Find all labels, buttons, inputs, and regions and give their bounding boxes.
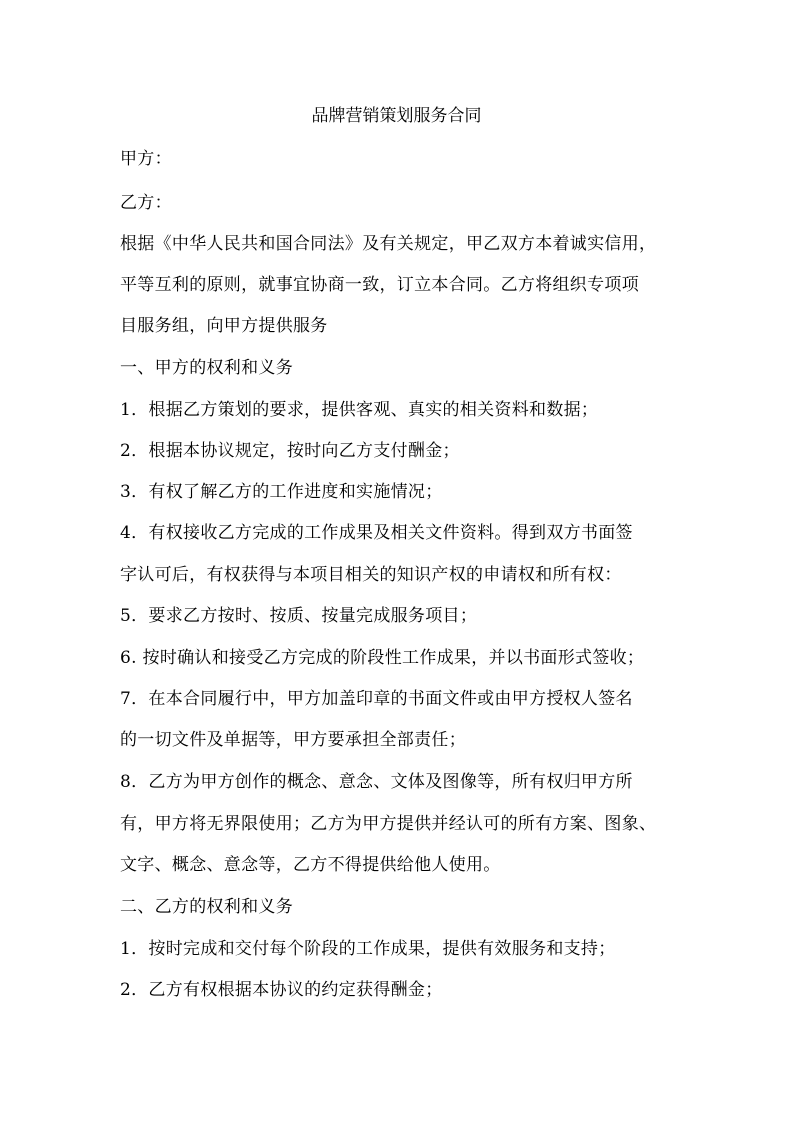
- clause-b-2: 2．乙方有权根据本协议的约定获得酬金；: [120, 980, 443, 1000]
- clause-b-1: 1．按时完成和交付每个阶段的工作成果，提供有效服务和支持；: [120, 939, 616, 959]
- clause-a-6: 6. 按时确认和接受乙方完成的阶段性工作成果，并以书面形式签收；: [120, 648, 645, 668]
- party-b-line: 乙方：: [120, 193, 172, 213]
- preamble-line-2: 平等互利的原则，就事宜协商一致，订立本合同。乙方将组织专项项: [120, 275, 639, 295]
- clause-a-8-line-3: 文字、概念、意念等，乙方不得提供给他人使用。: [120, 855, 501, 875]
- clause-a-4-line-1: 4．有权接收乙方完成的工作成果及相关文件资料。得到双方书面签: [120, 523, 633, 543]
- clause-a-8-line-2: 有，甲方将无界限使用；乙方为甲方提供并经认可的所有方案、图象、: [120, 814, 657, 834]
- clause-a-8-line-1: 8．乙方为甲方创作的概念、意念、文体及图像等，所有权归甲方所: [120, 772, 633, 792]
- preamble-line-3: 目服务组，向甲方提供服务: [120, 316, 328, 336]
- clause-a-1: 1．根据乙方策划的要求，提供客观、真实的相关资料和数据；: [120, 400, 599, 420]
- clause-a-4-line-2: 字认可后，有权获得与本项目相关的知识产权的申请权和所有权：: [120, 565, 622, 585]
- party-a-line: 甲方：: [120, 149, 172, 169]
- section-heading-party-b: 二、乙方的权利和义务: [120, 897, 293, 917]
- preamble-line-1: 根据《中华人民共和国合同法》及有关规定，甲乙双方本着诚实信用，: [120, 234, 657, 254]
- clause-a-3: 3．有权了解乙方的工作进度和实施情况；: [120, 482, 443, 502]
- clause-a-2: 2．根据本协议规定，按时向乙方支付酬金；: [120, 441, 460, 461]
- section-heading-party-a: 一、甲方的权利和义务: [120, 358, 293, 378]
- clause-a-7-line-2: 的一切文件及单据等，甲方要承担全部责任；: [120, 730, 466, 750]
- clause-a-7-line-1: 7．在本合同履行中，甲方加盖印章的书面文件或由甲方授权人签名: [120, 689, 633, 709]
- clause-a-5: 5．要求乙方按时、按质、按量完成服务项目；: [120, 606, 478, 626]
- document-title: 品牌营销策划服务合同: [311, 106, 482, 126]
